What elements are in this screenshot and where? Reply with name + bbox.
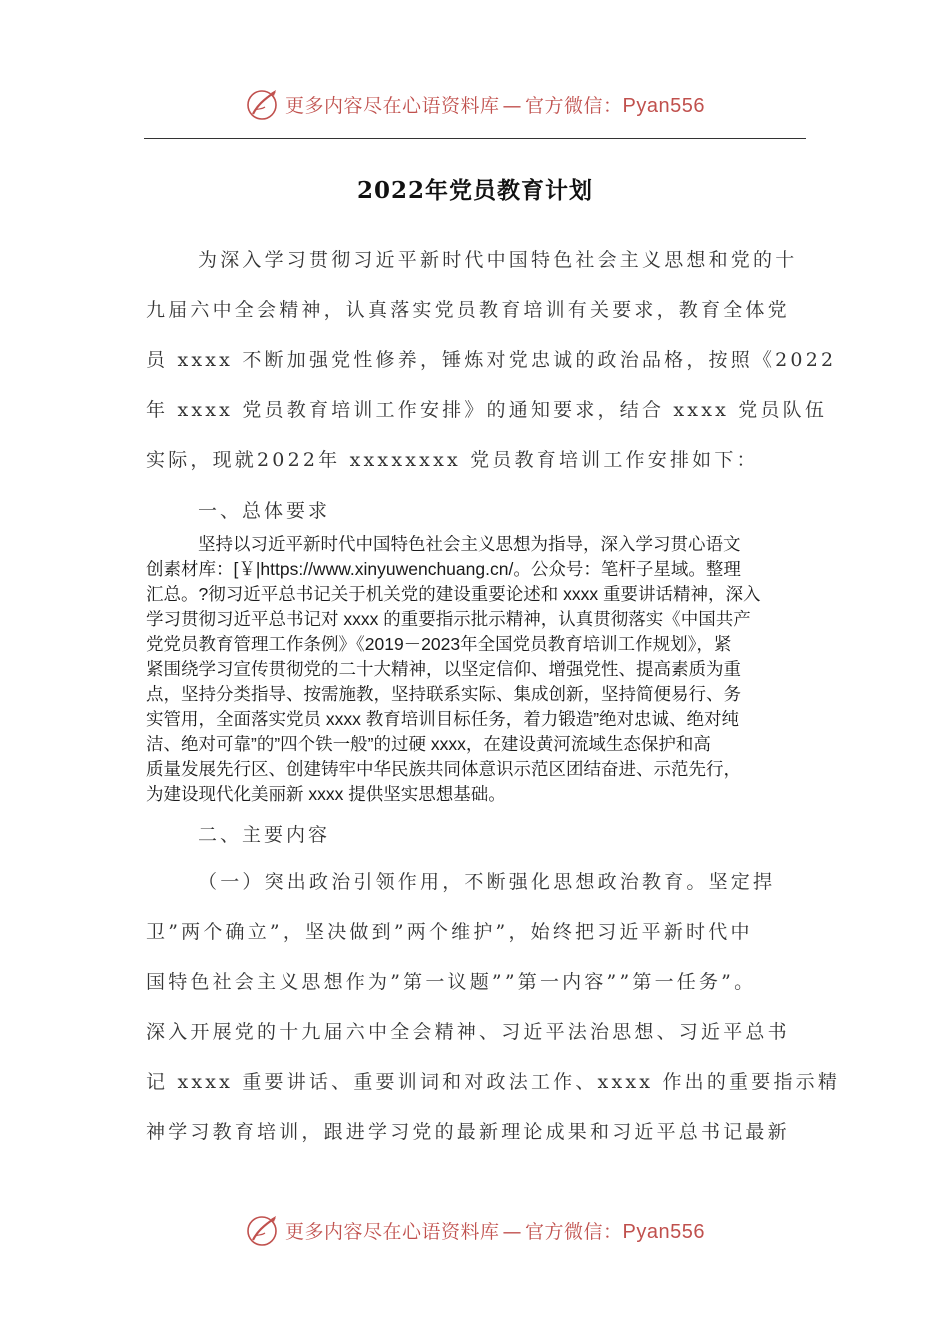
- section2-paragraph: [146, 857, 841, 1157]
- section2-line: 深入开展党的十九届六中全会精神、习近平法治思想、习近平总书: [146, 1021, 790, 1043]
- section1-line: 为建设现代化美丽新 xxxx 提供坚实思想基础。: [146, 784, 506, 804]
- section1-line: 紧围绕学习宣传贯彻党的二十大精神，以坚定信仰、增强党性、提高素质为重: [146, 659, 741, 679]
- banner-label: 官方微信：: [525, 94, 623, 117]
- section1-heading: 一、总体要求: [198, 500, 331, 522]
- section2-line: （一）突出政治引领作用，不断强化思想政治教育。坚定捍: [198, 871, 776, 893]
- intro-line: 员 xxxx 不断加强党性修养，锤炼对党忠诚的政治品格，按照《2022: [146, 349, 837, 371]
- section2-line: 卫”两个确立”，坚决做到”两个维护”，始终把习近平新时代中: [146, 921, 753, 943]
- pen-writing-icon: [245, 86, 281, 122]
- section2-line: 记 xxxx 重要讲话、重要训词和对政法工作、xxxx 作出的重要指示精: [146, 1071, 841, 1093]
- section2-heading: 二、主要内容: [198, 824, 331, 846]
- intro-line: 为深入学习贯彻习近平新时代中国特色社会主义思想和党的十: [198, 249, 798, 271]
- section1-paragraph: [146, 532, 808, 807]
- banner-slogan: 更多内容尽在心语资料库: [285, 94, 500, 117]
- section1-line: 汇总。?彻习近平总书记关于机关党的建设重要论述和 xxxx 重要讲话精神，深入: [146, 584, 761, 604]
- footer-banner: [0, 1210, 950, 1250]
- section1-line: 学习贯彻习近平总书记对 xxxx 的重要指示批示精神，认真贯彻落实《中国共产: [146, 609, 751, 629]
- section1-line: 创素材库：[￥|https://www.xinyuwenchuang.cn/。公众号：笔杆子星域。整理: [146, 559, 741, 579]
- section1-line: 点，坚持分类指导、按需施教，坚持联系实际、集成创新，坚持简便易行、务: [146, 684, 741, 704]
- header-banner: [0, 84, 950, 124]
- banner-slogan: 更多内容尽在心语资料库: [285, 1220, 500, 1243]
- banner-separator: —: [502, 94, 523, 117]
- section2-line: 神学习教育培训，跟进学习党的最新理论成果和习近平总书记最新: [146, 1121, 790, 1143]
- banner-separator: —: [502, 1220, 523, 1243]
- section1-line: 坚持以习近平新时代中国特色社会主义思想为指导，深入学习贯心语文: [198, 534, 741, 554]
- banner-text: [285, 91, 705, 118]
- section1-line: 党党员教育管理工作条例》《2019－2023年全国党员教育培训工作规划》，紧: [146, 634, 732, 654]
- intro-line: 实际，现就2022年 xxxxxxxx 党员教育培训工作安排如下：: [146, 449, 759, 471]
- intro-line: 九届六中全会精神，认真落实党员教育培训有关要求，教育全体党: [146, 299, 790, 321]
- page-title: 2022年党员教育计划: [356, 177, 593, 204]
- banner-text: [285, 1217, 705, 1244]
- header-divider: [144, 138, 806, 139]
- section1-line: 质量发展先行区、创建铸牢中华民族共同体意识示范区团结奋进、示范先行，: [146, 759, 741, 779]
- intro-line: 年 xxxx 党员教育培训工作安排》的通知要求，结合 xxxx 党员队伍: [146, 399, 828, 421]
- banner-label: 官方微信：: [525, 1220, 623, 1243]
- banner-wechat-id: Pyan556: [622, 94, 705, 117]
- section1-line: 实管用，全面落实党员 xxxx 教育培训目标任务，着力锻造”绝对忠诚、绝对纯: [146, 709, 740, 729]
- pen-writing-icon: [245, 1212, 281, 1248]
- banner-wechat-id: Pyan556: [622, 1220, 705, 1243]
- section2-line: 国特色社会主义思想作为”第一议题””第一内容””第一任务”。: [146, 971, 757, 993]
- intro-paragraph: [146, 235, 837, 485]
- section1-line: 洁、绝对可靠”的”四个铁一般”的过硬 xxxx，在建设黄河流域生态保护和高: [146, 734, 711, 754]
